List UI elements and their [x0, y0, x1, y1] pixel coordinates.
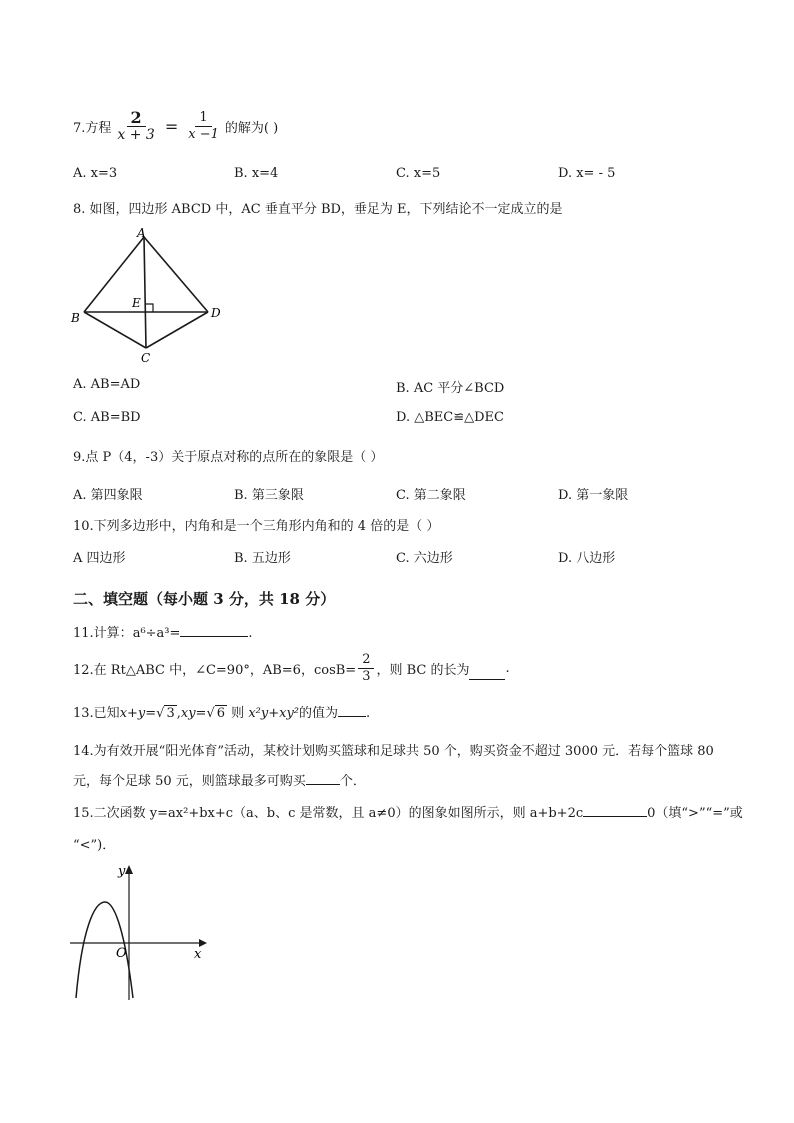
q11-prefix: 11.计算： — [73, 626, 133, 641]
q8-label-d: D — [211, 306, 221, 320]
q8-edge-bc — [84, 312, 146, 348]
q9-option-b[interactable]: B. 第三象限 — [234, 488, 304, 503]
q7-frac1-numerator: 2 — [127, 109, 146, 127]
q15-line-1-suffix: 0（填“>”“=”或 — [647, 806, 743, 821]
q7-equals: = — [164, 116, 179, 136]
q14-line-2-suffix: 个． — [339, 774, 366, 789]
q13-prefix: 13.已知 — [73, 706, 120, 721]
q12-answer-blank[interactable] — [469, 667, 505, 680]
q13-sqrt-6: √ 6 — [206, 706, 226, 721]
q8-option-b[interactable]: B. AC 平分∠BCD — [396, 381, 505, 396]
q12-end: . — [505, 660, 510, 676]
q10-option-d[interactable]: D. 八边形 — [558, 551, 616, 566]
q13-sqrt-3: √ 3 — [156, 706, 175, 721]
q8-quadrilateral-figure — [68, 225, 228, 365]
q13-product-label: xy= — [180, 706, 207, 721]
q10-option-b[interactable]: B. 五边形 — [234, 551, 291, 566]
q10-option-c[interactable]: C. 六边形 — [396, 551, 453, 566]
q15-line-2: “<”)． — [73, 838, 116, 853]
q11-stem — [73, 622, 253, 641]
q7-stem — [73, 106, 278, 146]
q12-frac-denominator: 3 — [362, 668, 371, 684]
q14-line-2-prefix: 元，每个足球 50 元，则篮球最多可购买 — [73, 774, 306, 789]
q15-axis-label-x: x — [194, 947, 202, 962]
q8-right-angle-mark — [145, 304, 153, 312]
q9-option-d[interactable]: D. 第一象限 — [558, 488, 629, 503]
q13-stem — [73, 702, 370, 721]
section-2-title: 二、填空题（每小题 3 分，共 18 分） — [73, 590, 336, 608]
q15-y-axis-arrow — [125, 865, 133, 874]
q11-answer-blank[interactable] — [180, 624, 248, 637]
q12-stem — [73, 648, 510, 688]
q13-sum-label: x+y= — [119, 706, 157, 721]
q13-mid: 则 — [231, 706, 245, 721]
q7-prefix: 7.方程 — [73, 120, 112, 136]
q8-option-c[interactable]: C. AB=BD — [73, 410, 141, 425]
q7-frac2-denominator: x −1 — [188, 126, 219, 142]
q8-diagonal-ac — [144, 237, 146, 348]
q9-stem: 9.点 P（4，-3）关于原点对称的点所在的象限是（ ） — [73, 450, 384, 465]
q13-separator: , — [176, 706, 181, 721]
q7-frac2-numerator: 1 — [195, 110, 211, 127]
q8-label-e: E — [132, 296, 141, 310]
q13-end: . — [366, 706, 371, 721]
q8-stem: 8. 如图，四边形 ABCD 中，AC 垂直平分 BD，垂足为 E，下列结论不一定成立的是 — [73, 202, 563, 217]
q7-fraction-1 — [113, 109, 158, 144]
q9-option-a[interactable]: A. 第四象限 — [73, 488, 143, 503]
q12-frac-numerator: 2 — [358, 652, 374, 669]
q7-option-c[interactable]: C. x=5 — [396, 166, 441, 181]
q14-line-1: 14.为有效开展“阳光体育”活动，某校计划购买篮球和足球共 50 个，购买资金不超过 3000 元．若每个篮球 80 — [73, 744, 714, 759]
q8-label-c: C — [141, 351, 151, 365]
q15-line-1-prefix: 15.二次函数 y=ax²+bx+c（a、b、c 是常数，且 a≠0）的图象如图所示，则 a+b+2c — [73, 806, 584, 821]
q15-line-1 — [73, 802, 743, 821]
q8-label-a: A — [137, 226, 146, 240]
q11-expression: a⁶÷a³= — [132, 626, 181, 641]
q7-option-b[interactable]: B. x=4 — [234, 166, 279, 181]
q12-prefix: 12.在 Rt△ABC 中，∠C=90°，AB=6，cosB= — [73, 662, 357, 678]
q8-option-a[interactable]: A. AB=AD — [73, 377, 141, 392]
q12-fraction — [358, 652, 374, 685]
q14-line-2 — [73, 770, 366, 789]
q7-frac1-denominator: x + 3 — [117, 126, 155, 143]
q13-expression: x²y+xy² — [248, 706, 299, 721]
q15-parabola-graph — [66, 860, 216, 1005]
q8-option-d[interactable]: D. △BEC≌△DEC — [396, 410, 504, 425]
q15-origin-label: O — [116, 946, 127, 961]
q13-answer-blank[interactable] — [338, 704, 366, 717]
q7-option-d[interactable]: D. x= - 5 — [558, 166, 616, 181]
q7-fraction-2 — [184, 110, 223, 143]
q9-option-c[interactable]: C. 第二象限 — [396, 488, 466, 503]
q11-end: . — [248, 626, 253, 641]
q12-suffix: ，则 BC 的长为 — [376, 662, 470, 678]
q8-edge-dc — [146, 312, 208, 348]
q8-label-b: B — [71, 311, 80, 325]
q10-option-a[interactable]: A 四边形 — [73, 551, 126, 566]
q15-answer-blank[interactable] — [583, 804, 647, 817]
q14-answer-blank[interactable] — [306, 772, 340, 785]
q15-axis-label-y: y — [118, 864, 126, 879]
q15-x-axis-arrow — [199, 939, 207, 947]
q8-edge-ad — [144, 237, 208, 312]
q7-suffix: 的解为( ) — [224, 120, 279, 136]
q13-suffix: 的值为 — [299, 706, 339, 721]
q10-stem: 10.下列多边形中，内角和是一个三角形内角和的 4 倍的是（ ） — [73, 519, 440, 534]
q7-option-a[interactable]: A. x=3 — [73, 166, 118, 181]
